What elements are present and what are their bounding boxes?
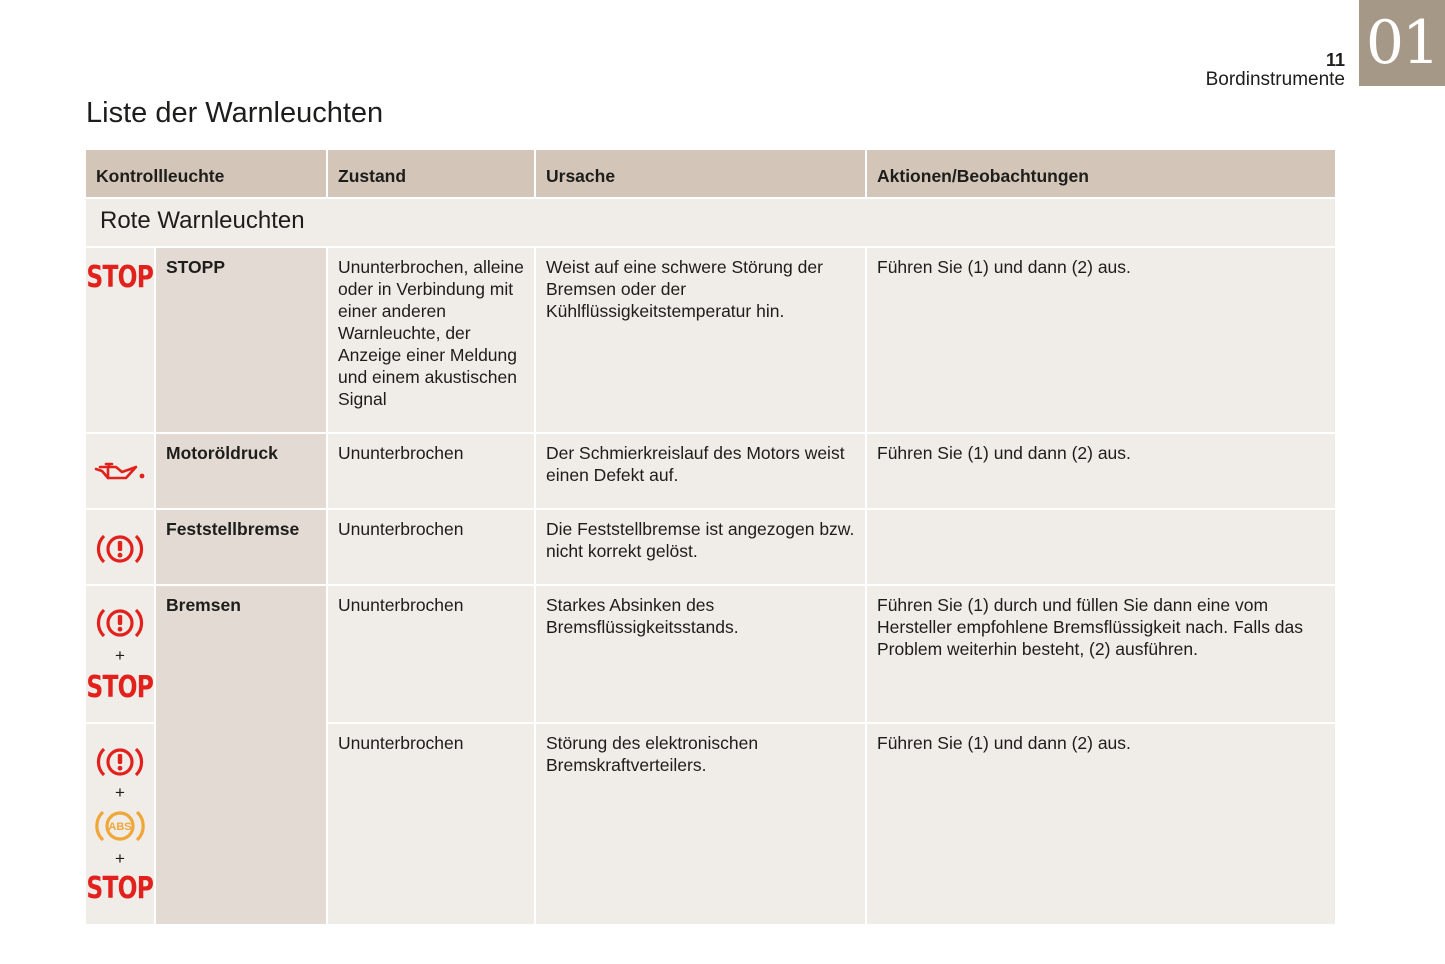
brake-warning-icon bbox=[95, 743, 145, 781]
plus-sign: + bbox=[115, 646, 125, 665]
table-row-icon bbox=[86, 510, 154, 584]
brake-warning-icon bbox=[95, 530, 145, 568]
light-name: Bremsen bbox=[156, 586, 326, 924]
table-row-icon bbox=[86, 724, 154, 924]
section-name: Bordinstrumente bbox=[1205, 69, 1345, 90]
light-name: STOPP bbox=[156, 248, 326, 432]
table-row-icon bbox=[86, 434, 154, 508]
cause-cell: Der Schmierkreislauf des Motors weist einen Defekt auf. bbox=[536, 434, 865, 508]
plus-sign: + bbox=[115, 849, 125, 868]
action-cell: Führen Sie (1) und dann (2) aus. bbox=[867, 724, 1335, 924]
state-cell: Ununterbrochen bbox=[328, 434, 534, 508]
abs-label: ABS bbox=[108, 821, 132, 833]
cause-cell: Die Feststellbremse ist angezogen bzw. nicht korrekt gelöst. bbox=[536, 510, 865, 584]
state-cell: Ununterbrochen, alleine oder in Verbindung mit einer anderen Warnleuchte, der Anzeige einer Meldung und einem akustischen Signal bbox=[328, 248, 534, 432]
warning-lights-table bbox=[86, 150, 1332, 922]
stop-icon: STOP bbox=[86, 260, 154, 295]
stop-icon: STOP bbox=[86, 670, 154, 705]
table-row-icon bbox=[86, 248, 154, 432]
action-cell: Führen Sie (1) durch und füllen Sie dann eine vom Hersteller empfohlene Bremsflüssigkeit nach. Falls das Problem weiterhin besteht, (2) ausführen. bbox=[867, 586, 1335, 722]
action-cell: Führen Sie (1) und dann (2) aus. bbox=[867, 248, 1335, 432]
abs-icon bbox=[93, 805, 147, 847]
column-header-zustand: Zustand bbox=[328, 150, 534, 197]
action-cell: Führen Sie (1) und dann (2) aus. bbox=[867, 434, 1335, 508]
action-cell bbox=[867, 510, 1335, 584]
stop-icon: STOP bbox=[86, 871, 154, 906]
brake-warning-icon bbox=[95, 604, 145, 642]
light-name: Motoröldruck bbox=[156, 434, 326, 508]
light-name: Feststellbremse bbox=[156, 510, 326, 584]
cause-cell: Weist auf eine schwere Störung der Bremsen oder der Kühlflüssigkeitstemperatur hin. bbox=[536, 248, 865, 432]
cause-cell: Störung des elektronischen Bremskraftverteilers. bbox=[536, 724, 865, 924]
column-header-aktionen: Aktionen/Beobachtungen bbox=[867, 150, 1335, 197]
oil-pressure-icon bbox=[92, 458, 148, 484]
chapter-tab: 01 bbox=[1359, 0, 1445, 86]
state-cell: Ununterbrochen bbox=[328, 510, 534, 584]
state-cell: Ununterbrochen bbox=[328, 586, 534, 722]
table-row-icon bbox=[86, 586, 154, 722]
column-header-kontrollleuchte: Kontrollleuchte bbox=[86, 150, 326, 197]
group-heading: Rote Warnleuchten bbox=[86, 199, 1335, 246]
state-cell: Ununterbrochen bbox=[328, 724, 534, 924]
plus-sign: + bbox=[115, 783, 125, 802]
cause-cell: Starkes Absinken des Bremsflüssigkeitsstands. bbox=[536, 586, 865, 722]
page-number: 11 bbox=[1325, 50, 1345, 70]
page-title: Liste der Warnleuchten bbox=[86, 97, 384, 129]
column-header-ursache: Ursache bbox=[536, 150, 865, 197]
